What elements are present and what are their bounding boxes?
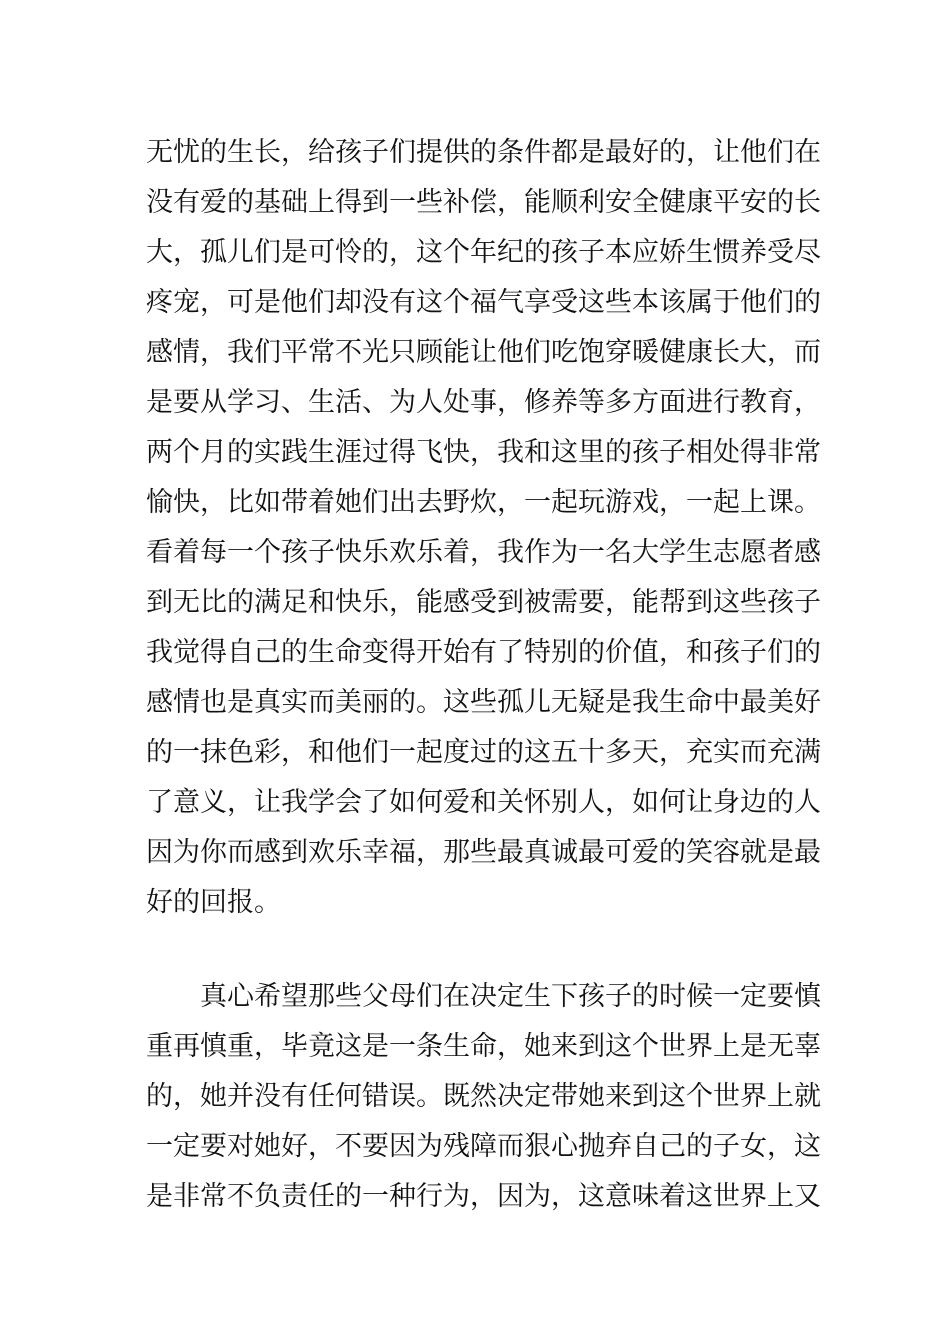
paragraph-line: 一定要对她好，不要因为残障而狠心抛弃自己的子女，这 [146,1131,821,1162]
paragraph-line: 感情也是真实而美丽的。这些孤儿无疑是我生命中最美好 [146,687,821,718]
paragraph-line: 因为你而感到欢乐幸福，那些最真诚最可爱的笑容就是最 [146,837,821,868]
paragraph-line: 我觉得自己的生命变得开始有了特别的价值，和孩子们的 [146,637,821,668]
paragraph-line: 看着每一个孩子快乐欢乐着，我作为一名大学生志愿者感 [146,537,821,568]
paragraph-1 [146,130,821,930]
paragraph-line: 真心希望那些父母们在决定生下孩子的时候一定要慎 [200,981,821,1012]
paragraph-line: 无忧的生长，给孩子们提供的条件都是最好的，让他们在 [146,137,821,168]
paragraph-line: 的一抹色彩，和他们一起度过的这五十多天，充实而充满 [146,737,821,768]
paragraph-line: 大，孤儿们是可怜的，这个年纪的孩子本应娇生惯养受尽 [146,237,821,268]
paragraph-line: 感情，我们平常不光只顾能让他们吃饱穿暖健康长大，而 [146,337,821,368]
paragraph-line: 了意义，让我学会了如何爱和关怀别人，如何让身边的人 [146,787,821,818]
paragraph-line: 疼宠，可是他们却没有这个福气享受这些本该属于他们的 [146,287,821,318]
paragraph-line: 到无比的满足和快乐，能感受到被需要，能帮到这些孩子 [146,587,821,618]
paragraph-line: 是非常不负责任的一种行为，因为，这意味着这世界上又 [146,1181,821,1212]
paragraph-line: 好的回报。 [146,887,281,918]
paragraph-line: 愉快，比如带着她们出去野炊，一起玩游戏，一起上课。 [146,487,821,518]
paragraph-line: 是要从学习、生活、为人处事，修养等多方面进行教育， [146,387,821,418]
paragraph-line: 重再慎重，毕竟这是一条生命，她来到这个世界上是无辜 [146,1031,821,1062]
paragraph-2 [146,974,821,1224]
paragraph-line: 没有爱的基础上得到一些补偿，能顺利安全健康平安的长 [146,187,821,218]
paragraph-line: 的，她并没有任何错误。既然决定带她来到这个世界上就 [146,1081,821,1112]
paragraph-line: 两个月的实践生涯过得飞快，我和这里的孩子相处得非常 [146,437,821,468]
